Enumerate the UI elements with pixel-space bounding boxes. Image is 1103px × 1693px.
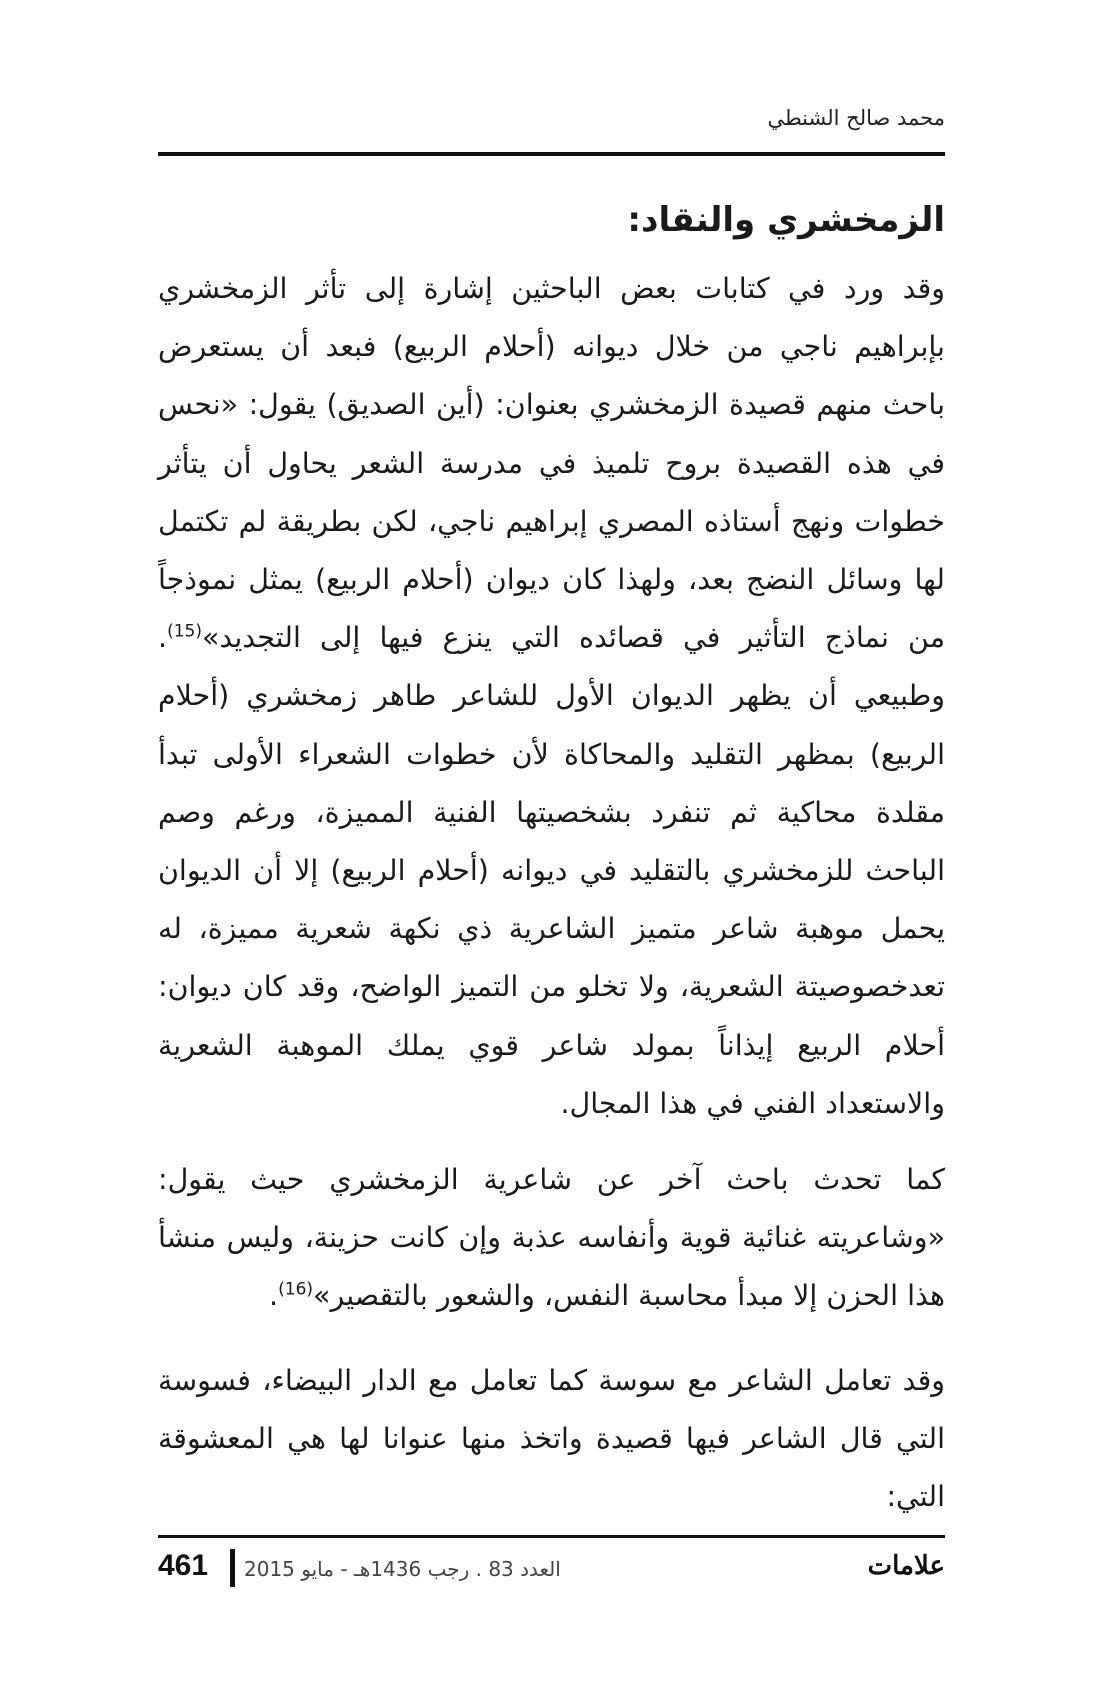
paragraph-2 (158, 1151, 945, 1326)
paragraph-1-text: وقد ورد في كتابات بعض الباحثين إشارة إلى تأثر الزمخشري بإبراهيم ناجي من خلال ديوانه (أحلام الربيع) فبعد أن يستعرض باحث منهم قصيدة الزمخشري بعنوان: (أين الصديق) يقول: «نحس في هذه القصيدة بروح تلميذ في مدرسة الشعر يحاول أن يتأثر خطوات ونهج أستاذه المصري إبراهيم ناجي، لكن بطريقة لم تكتمل لها وسائل النضج بعد، ولهذا كان ديوان (أحلام الربيع) يمثل نموذجاً من نماذج التأثير في قصائده التي ينزع فيها إلى التجديد» (158, 272, 945, 655)
paragraph-1-continued: . وطبيعي أن يظهر الديوان الأول للشاعر طاهر زمخشري (أحلام الربيع) بمظهر التقليد والمحاكاة لأن خطوات الشعراء الأولى تبدأ مقلدة محاكية ثم تنفرد بشخصيتها الفنية المميزة، ورغم وصم الباحث للزمخشري بالتقليد في ديوانه (أحلام الربيع) إلا أن الديوان يحمل موهبة شاعر متميز الشاعرية ذي نكهة شعرية مميزة، له تعدخصوصيتة الشعرية، ولا تخلو من التميز الواضح، وقد كان ديوان: أحلام الربيع إيذاناً بمولد شاعر قوي يملك الموهبة الشعرية والاستعداد الفني في هذا المجال. (158, 621, 945, 1120)
section-title: الزمخشري والنقاد: (627, 200, 945, 240)
footnote-ref-16: (16) (278, 1279, 314, 1300)
footnote-ref-15: (15) (167, 621, 202, 642)
issue-info: العدد 83 . رجب 1436هـ - مايو 2015 (244, 1557, 561, 1581)
page-footer (158, 1545, 945, 1595)
header-rule (158, 152, 945, 156)
footer-rule (158, 1535, 945, 1538)
body-content (158, 190, 945, 1526)
running-head-author: محمد صالح الشنطي (767, 106, 945, 130)
footer-divider-bar (230, 1549, 235, 1587)
paragraph-2-end: . (269, 1279, 279, 1313)
paragraph-2-text: كما تحدث باحث آخر عن شاعرية الزمخشري حيث يقول: «وشاعريته غنائية قوية وأنفاسه عذبة وإن كانت حزينة، وليس منشأ هذا الحزن إلا مبدأ محاسبة النفس، والشعور بالتقصير» (158, 1163, 945, 1313)
paragraph-1 (158, 260, 945, 1133)
paragraph-3: وقد تعامل الشاعر مع سوسة كما تعامل مع الدار البيضاء، فسوسة التي قال الشاعر فيها قصيدة واتخذ منها عنوانا لها هي المعشوقة التي: (158, 1363, 945, 1514)
journal-logo: علامات (867, 1551, 945, 1581)
page-number: 461 (158, 1549, 209, 1582)
